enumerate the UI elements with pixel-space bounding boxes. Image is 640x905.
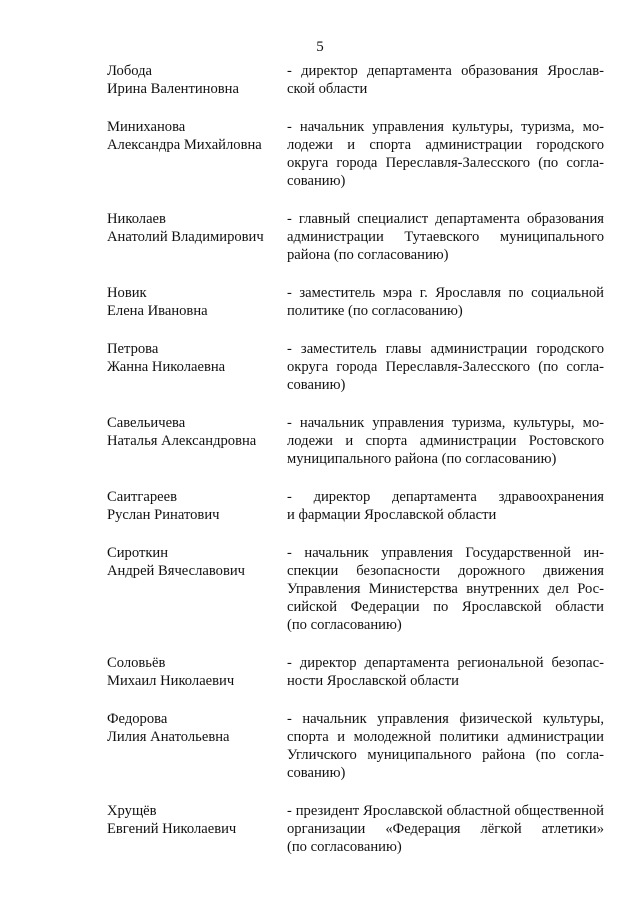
member-position xyxy=(287,802,604,856)
member-position-line: сованию) xyxy=(287,173,346,189)
member-surname: Николаев xyxy=(107,211,166,227)
member-list xyxy=(107,62,604,856)
member-position xyxy=(287,284,604,320)
member-position xyxy=(287,414,604,468)
member-position-line: (по согласованию) xyxy=(287,839,402,855)
member-position-line: - директор департамента региональной безопас- xyxy=(287,655,604,671)
member-name xyxy=(107,210,287,264)
member-position-line: - заместитель главы администрации городского xyxy=(287,341,604,357)
member-position-line: - главный специалист департамента образования xyxy=(287,211,604,227)
member-position-line: - начальник управления туризма, культуры, мо- xyxy=(287,415,604,431)
member-position-line: администрации Тутаевского муниципального xyxy=(287,229,604,245)
member-given-names: Ирина Валентиновна xyxy=(107,81,239,97)
member-name xyxy=(107,802,287,856)
member-surname: Саитгареев xyxy=(107,489,178,505)
member-position-line: сованию) xyxy=(287,765,346,781)
member-entry xyxy=(107,284,604,320)
member-position-line: - начальник управления Государственной ин- xyxy=(287,545,604,561)
member-given-names: Наталья Александровна xyxy=(107,433,257,449)
member-entry xyxy=(107,654,604,690)
member-position-line: организации «Федерация лёгкой атлетики» xyxy=(287,821,604,837)
member-position xyxy=(287,654,604,690)
member-position-line: спекции безопасности дорожного движения xyxy=(287,563,604,579)
member-entry xyxy=(107,544,604,634)
member-position-line: - президент Ярославской областной общественной xyxy=(287,803,604,819)
member-position xyxy=(287,210,604,264)
member-position-line: лодежи и спорта администрации городского xyxy=(287,137,604,153)
member-given-names: Андрей Вячеславович xyxy=(107,563,245,579)
member-position-line: - начальник управления физической культуры, xyxy=(287,711,604,727)
member-entry xyxy=(107,802,604,856)
member-name xyxy=(107,340,287,394)
member-position-line: спорта и молодежной политики администрации xyxy=(287,729,604,745)
member-entry xyxy=(107,488,604,524)
member-given-names: Александра Михайловна xyxy=(107,137,262,153)
member-surname: Федорова xyxy=(107,711,168,727)
member-name xyxy=(107,118,287,190)
member-given-names: Елена Ивановна xyxy=(107,303,208,319)
member-position-line: Угличского муниципального района (по согла- xyxy=(287,747,604,763)
member-surname: Лобода xyxy=(107,63,153,79)
member-name xyxy=(107,544,287,634)
member-name xyxy=(107,414,287,468)
member-position xyxy=(287,340,604,394)
member-position-line: лодежи и спорта администрации Ростовского xyxy=(287,433,604,449)
member-entry xyxy=(107,340,604,394)
member-position-line: ской области xyxy=(287,81,368,97)
member-position-line: - директор департамента здравоохранения xyxy=(287,489,604,505)
member-surname: Миниханова xyxy=(107,119,186,135)
member-position-line: муниципального района (по согласованию) xyxy=(287,451,557,467)
member-name xyxy=(107,62,287,98)
member-surname: Савельичева xyxy=(107,415,186,431)
member-position-line: политике (по согласованию) xyxy=(287,303,463,319)
member-position-line: и фармации Ярославской области xyxy=(287,507,497,523)
member-name xyxy=(107,284,287,320)
member-given-names: Евгений Николаевич xyxy=(107,821,237,837)
member-surname: Сироткин xyxy=(107,545,169,561)
member-name xyxy=(107,488,287,524)
member-position xyxy=(287,488,604,524)
member-position-line: округа города Переславля-Залесского (по согла- xyxy=(287,155,604,171)
member-position-line: сованию) xyxy=(287,377,346,393)
member-entry xyxy=(107,414,604,468)
member-surname: Соловьёв xyxy=(107,655,166,671)
member-given-names: Руслан Ринатович xyxy=(107,507,220,523)
member-surname: Хрущёв xyxy=(107,803,157,819)
page-number: 5 xyxy=(316,39,324,55)
member-entry xyxy=(107,62,604,98)
member-position xyxy=(287,62,604,98)
member-given-names: Анатолий Владимирович xyxy=(107,229,264,245)
member-position-line: сийской Федерации по Ярославской области xyxy=(287,599,604,615)
member-surname: Петрова xyxy=(107,341,159,357)
member-given-names: Михаил Николаевич xyxy=(107,673,235,689)
member-position xyxy=(287,118,604,190)
member-position xyxy=(287,544,604,634)
member-given-names: Лилия Анатольевна xyxy=(107,729,230,745)
member-position-line: Управления Министерства внутренних дел Рос- xyxy=(287,581,604,597)
member-position-line: - директор департамента образования Ярослав- xyxy=(287,63,604,79)
member-name xyxy=(107,710,287,782)
member-position-line: (по согласованию) xyxy=(287,617,402,633)
member-entry xyxy=(107,210,604,264)
member-given-names: Жанна Николаевна xyxy=(107,359,226,375)
member-entry xyxy=(107,118,604,190)
member-position-line: - заместитель мэра г. Ярославля по социальной xyxy=(287,285,604,301)
member-position-line: - начальник управления культуры, туризма, мо- xyxy=(287,119,604,135)
member-position-line: округа города Переславля-Залесского (по согла- xyxy=(287,359,604,375)
member-position-line: ности Ярославской области xyxy=(287,673,459,689)
member-entry xyxy=(107,710,604,782)
member-surname: Новик xyxy=(107,285,147,301)
member-position-line: района (по согласованию) xyxy=(287,247,449,263)
member-position xyxy=(287,710,604,782)
member-name xyxy=(107,654,287,690)
